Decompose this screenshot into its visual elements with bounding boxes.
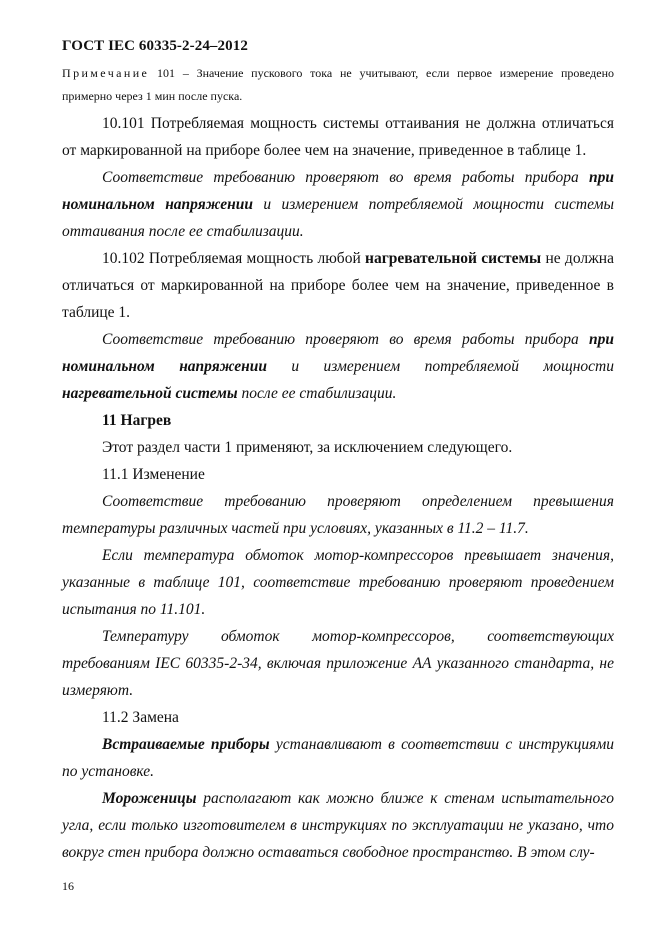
paragraph-compliance-temperature: Соответствие требованию проверяют определением превышения температуры различных частей при условиях, указанных в 11.2 – 11.7. [62,493,614,537]
paragraph-compliance-heating: Соответствие требованию проверяют во время работы прибора при номинальном напряжении и измерением потребляемой мощности нагревательной системы после ее стабилизации. [62,331,614,402]
defined-term: при номинальном напряжении [62,331,614,375]
paragraph-compliance-defrost: Соответствие требованию проверяют во время работы прибора при номинальном напряжении и измерением потребляемой мощности системы оттаивания после ее стабилизации. [62,169,614,240]
paragraph-section-11-intro: Этот раздел части 1 применяют, за исключением следующего. [102,439,513,456]
note-label: Примечание [62,66,150,80]
section-heading-11: 11 Нагрев [102,412,172,429]
subsection-11-1: 11.1 Изменение [102,466,205,483]
paragraph-ice-cream-makers: Мороженицы располагают как можно ближе к стенам испытательного угла, если только изготовителем в инструкциях по эксплуатации не указано, что вокруг стен прибора должно оставаться свободное пространство. В этом слу- [62,790,614,861]
note-text: 101 – Значение пускового тока не учитывают, если первое измерение проведено примерно через 1 мин после пуска. [62,66,614,103]
paragraph-10-102: 10.102 Потребляемая мощность любой нагревательной системы не должна отличаться от маркированной на приборе более чем на значение, приведенное в таблице 1. [62,250,614,321]
paragraph-iec-60335-2-34: Температуру обмоток мотор-компрессоров, соответствующих требованиям IEC 60335-2-34, включая приложение АА указанного стандарта, не измеряют. [62,628,614,699]
defined-term: при номинальном напряжении [62,169,614,213]
paragraph-motor-windings: Если температура обмоток мотор-компрессоров превышает значения, указанные в таблице 101, соответствие требованию проверяют проведением испытания по 11.101. [62,547,614,618]
page-number: 16 [62,879,74,893]
subsection-11-2: 11.2 Замена [102,709,179,726]
page-header: ГОСТ IEC 60335-2-24–2012 [62,38,248,54]
defined-term: нагревательной системы [62,385,238,402]
paragraph-10-101: 10.101 Потребляемая мощность системы оттаивания не должна отличаться от маркированной на приборе более чем на значение, приведенное в таблице 1. [62,115,614,159]
note-paragraph [62,62,614,108]
paragraph-built-in-appliances: Встраиваемые приборы устанавливают в соответствии с инструкциями по установке. [62,736,614,780]
defined-term: Мороженицы [102,790,197,807]
defined-term: Встраиваемые приборы [102,736,270,753]
defined-term: нагревательной системы [365,250,542,267]
main-text [62,110,614,866]
